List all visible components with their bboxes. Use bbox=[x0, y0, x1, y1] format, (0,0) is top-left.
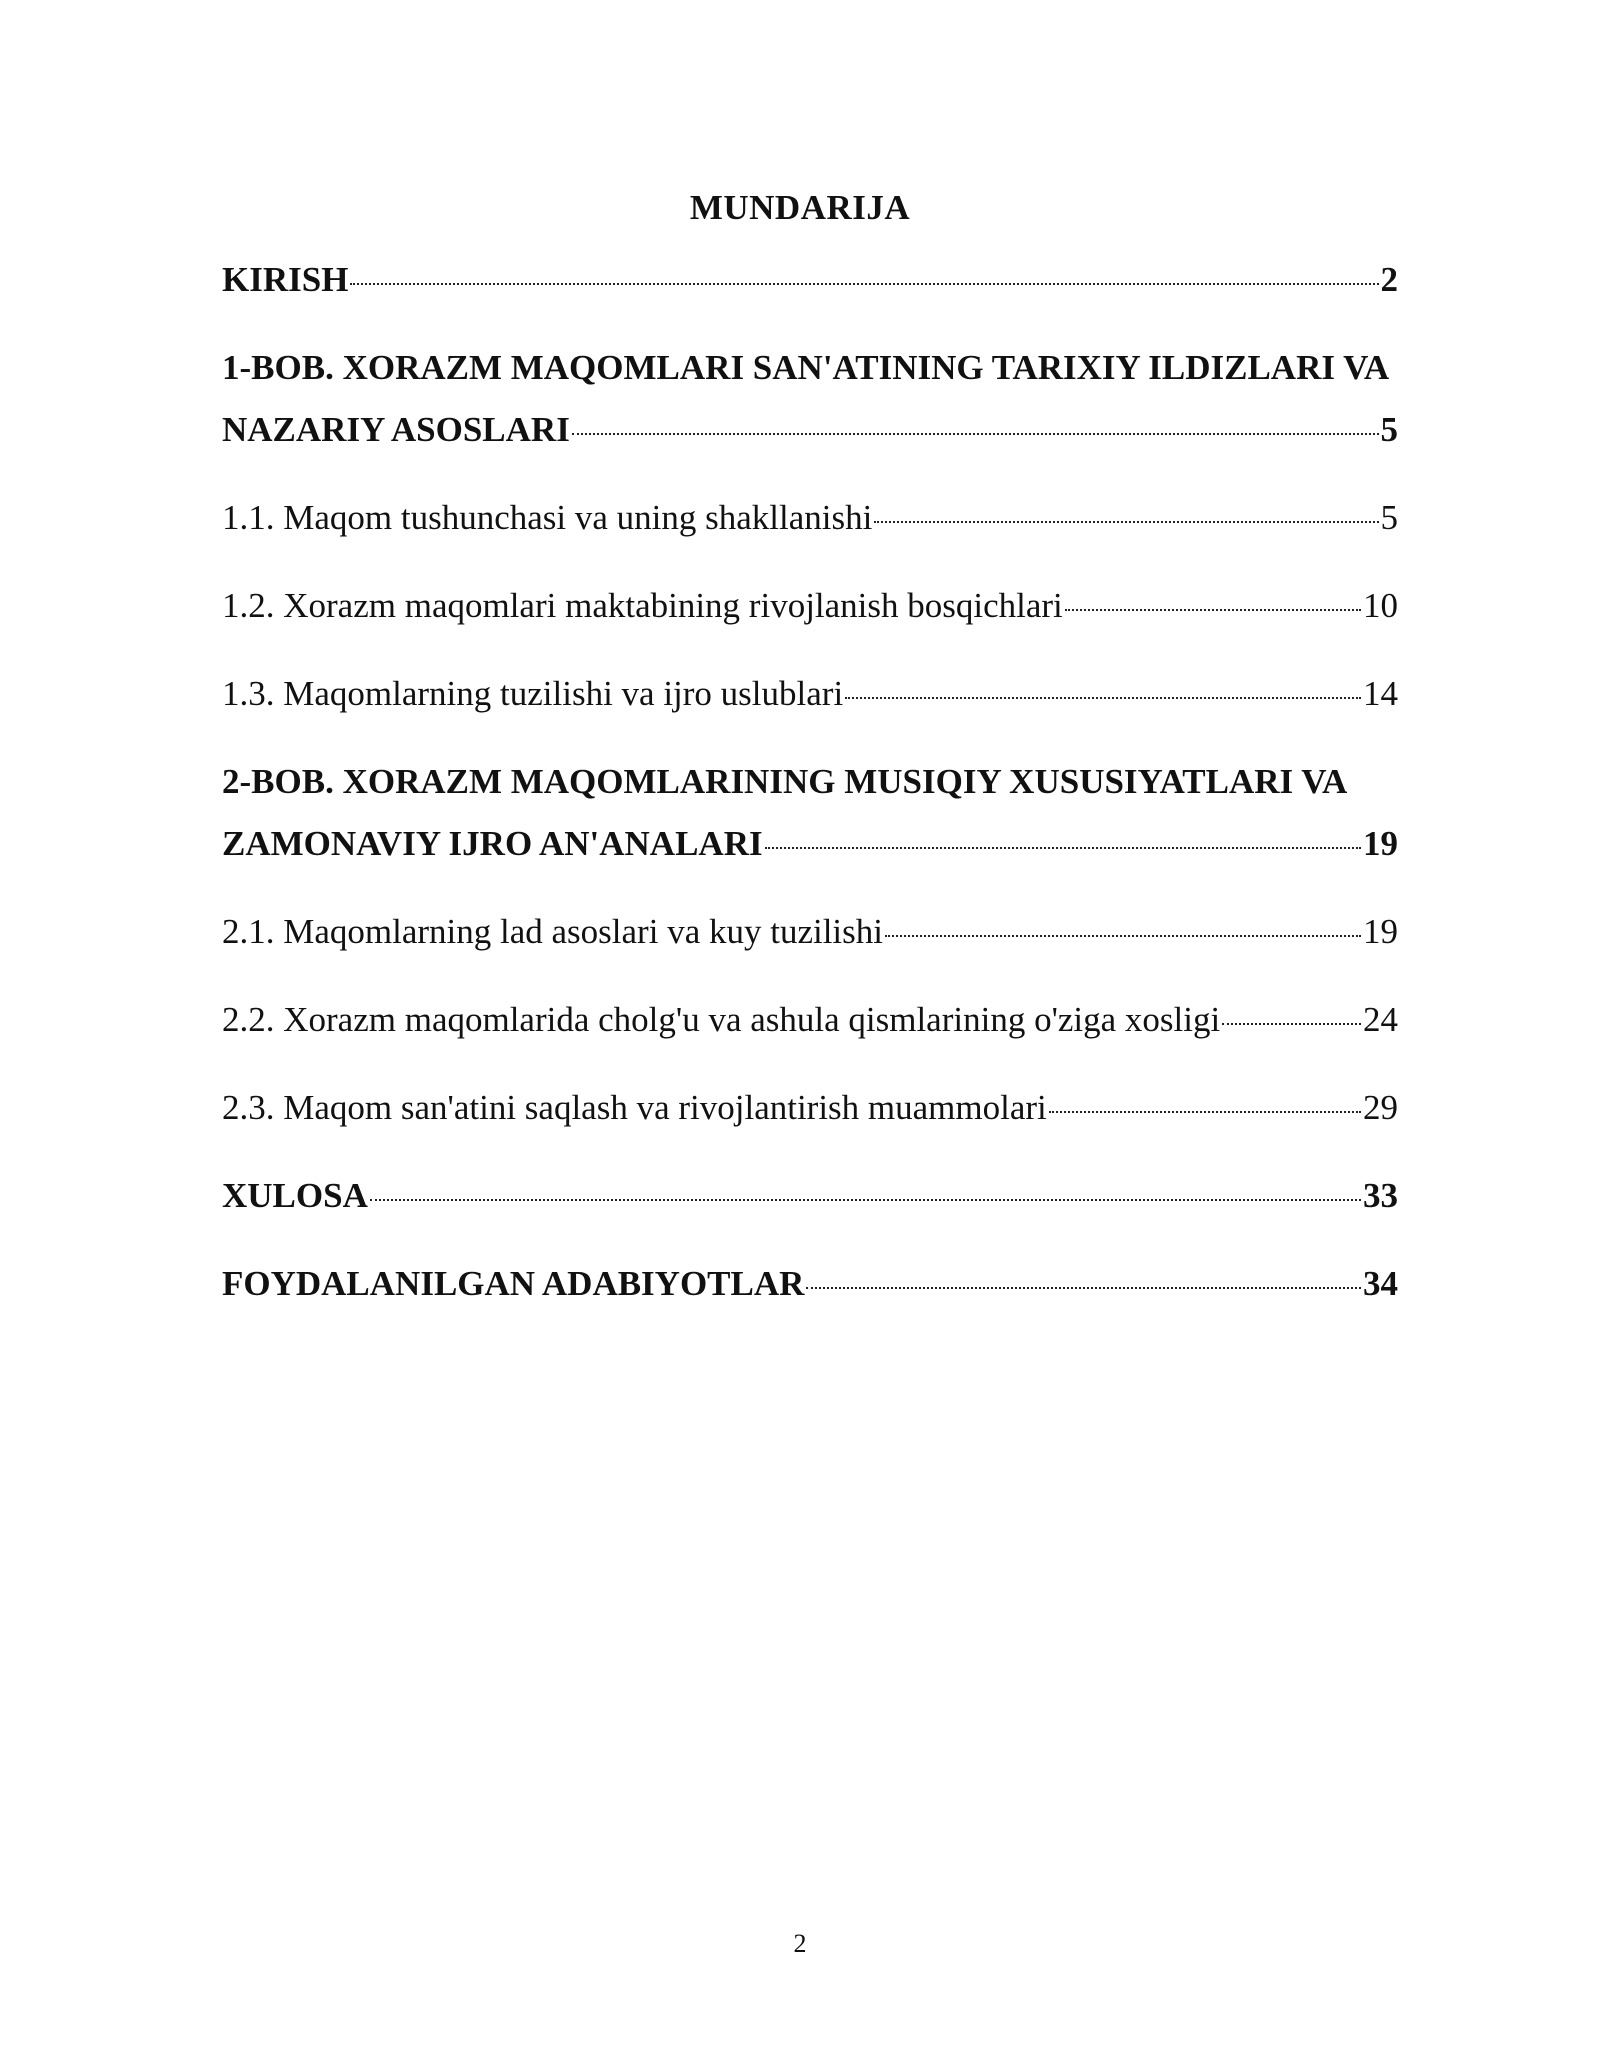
toc-entry-label: 2.3. Maqom san'atini saqlash va rivojlantirish muammolari bbox=[222, 1088, 1047, 1127]
dot-leader bbox=[350, 283, 1378, 285]
toc-entry-label: KIRISH bbox=[222, 260, 349, 299]
toc-entry-chapter-2[interactable] bbox=[222, 760, 1398, 866]
toc-entry-label: 2.1. Maqomlarning lad asoslari va kuy tuzilishi bbox=[222, 912, 884, 951]
toc-entry-label: 2.2. Xorazm maqomlarida cholg'u va ashula qismlarining o'ziga xosligi bbox=[222, 1000, 1221, 1039]
toc-entry-section-1-1[interactable] bbox=[222, 496, 1398, 540]
toc-entry-section-2-3[interactable] bbox=[222, 1086, 1398, 1130]
toc-entry-section-2-1[interactable] bbox=[222, 910, 1398, 954]
toc-entry-page: 14 bbox=[1363, 674, 1398, 713]
dot-leader bbox=[1222, 1023, 1361, 1025]
toc-entry-label: FOYDALANILGAN ADABIYOTLAR bbox=[222, 1264, 805, 1303]
toc-entry-page: 19 bbox=[1363, 912, 1398, 951]
toc-entry-page: 5 bbox=[1380, 498, 1398, 537]
toc-entry-page: 2 bbox=[1380, 260, 1398, 299]
toc-entry-label: XULOSA bbox=[222, 1176, 368, 1215]
toc-entry-label: 1.2. Xorazm maqomlari maktabining rivojlanish bosqichlari bbox=[222, 586, 1063, 625]
toc-entry-section-1-3[interactable] bbox=[222, 672, 1398, 716]
toc-entry-kirish[interactable] bbox=[222, 258, 1398, 302]
toc-entry-xulosa[interactable] bbox=[222, 1174, 1398, 1218]
toc-entry-section-2-2[interactable] bbox=[222, 998, 1398, 1042]
dot-leader bbox=[885, 935, 1361, 937]
dot-leader bbox=[806, 1287, 1361, 1289]
toc-entry-page: 33 bbox=[1363, 1176, 1398, 1215]
toc-entry-label-line1: 1-BOB. XORAZM MAQOMLARI SAN'ATINING TARIXIY ILDIZLARI VA bbox=[222, 348, 1390, 387]
dot-leader bbox=[1049, 1111, 1361, 1113]
toc-entry-label: 1.1. Maqom tushunchasi va uning shakllanishi bbox=[222, 498, 873, 537]
toc-entry-page: 24 bbox=[1363, 1000, 1398, 1039]
toc-entry-page: 5 bbox=[1380, 410, 1398, 449]
toc-entry-label: ZAMONAVIY IJRO AN'ANALARI bbox=[222, 824, 763, 863]
dot-leader bbox=[572, 433, 1379, 435]
page-number-footer: 2 bbox=[793, 1929, 807, 1958]
toc-entry-label: 1.3. Maqomlarning tuzilishi va ijro uslublari bbox=[222, 674, 844, 713]
dot-leader bbox=[1065, 609, 1361, 611]
toc-entry-section-1-2[interactable] bbox=[222, 584, 1398, 628]
toc-entry-label-line1: 2-BOB. XORAZM MAQOMLARINING MUSIQIY XUSUSIYATLARI VA bbox=[222, 762, 1348, 801]
toc-entry-page: 29 bbox=[1363, 1088, 1398, 1127]
dot-leader bbox=[765, 847, 1361, 849]
dot-leader bbox=[874, 521, 1378, 523]
dot-leader bbox=[845, 697, 1361, 699]
toc-entry-page: 19 bbox=[1363, 824, 1398, 863]
toc-entry-chapter-1[interactable] bbox=[222, 346, 1398, 452]
toc-entry-adabiyotlar[interactable] bbox=[222, 1262, 1398, 1306]
toc-entry-page: 34 bbox=[1363, 1264, 1398, 1303]
toc-title: MUNDARIJA bbox=[689, 188, 911, 227]
dot-leader bbox=[370, 1199, 1361, 1201]
toc-entry-page: 10 bbox=[1363, 586, 1398, 625]
toc-entry-label: NAZARIY ASOSLARI bbox=[222, 410, 570, 449]
